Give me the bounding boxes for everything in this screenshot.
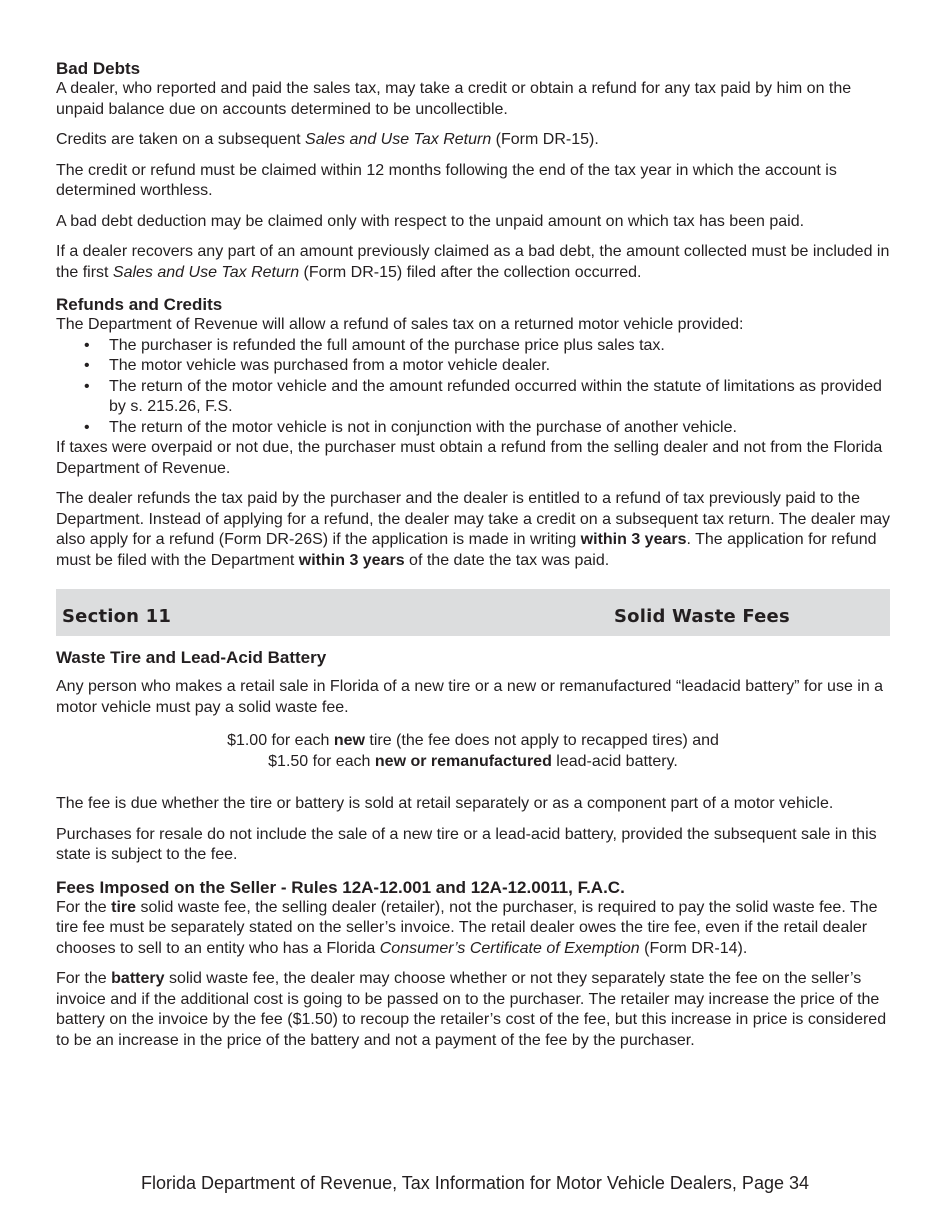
bad-debts-p4: A bad debt deduction may be claimed only with respect to the unpaid amount on which tax has been paid. [56,212,805,230]
refunds-intro: The Department of Revenue will allow a refund of sales tax on a returned motor vehicle provided: [56,316,744,333]
page-footer: Florida Department of Revenue, Tax Information for Motor Vehicle Dealers, Page 34 [140,1173,809,1193]
bad-debts-p3: The credit or refund must be claimed within 12 months following the end of the tax year in which the account is determined worthless. [56,161,837,199]
bad-debts-heading: Bad Debts [56,59,141,78]
page-content [56,58,890,1051]
bad-debts-p1: A dealer, who reported and paid the sales tax, may take a credit or obtain a refund for any tax paid by him on the unpaid balance due on accounts determined to be uncollectible. [56,80,852,118]
tire-fee-line: $1.00 for each new tire (the fee does not apply to recapped tires) and [227,732,719,749]
waste-p2: The fee is due whether the tire or battery is sold at retail separately or as a component part of a motor vehicle. [56,795,834,812]
seller-p1: For the tire solid waste fee, the selling dealer (retailer), not the purchaser, is required to pay the solid waste fee. The tire fee must be separately stated on the seller’s invoice. The retail dealer owes the tire fee, even if the retail dealer chooses to sell to an entity who has a Florida Consumer’s Certificate of Exemption (Form DR-14). [56,898,878,957]
list-item: • The return of the motor vehicle and the amount refunded occurred within the statute of limitations as provided by s. 215.26, F.S. [84,377,890,418]
refunds-p2: The dealer refunds the tax paid by the purchaser and the dealer is entitled to a refund of tax previously paid to the Department. Instead of applying for a refund, the dealer may take a credit on a subsequent tax return. The dealer may also apply for a refund (Form DR-26S) if the application is made in writing within 3 years. The application for refund must be filed with the Department within 3 years of the date the tax was paid. [56,490,890,569]
bad-debts-p2: Credits are taken on a subsequent Sales and Use Tax Return (Form DR-15). [56,131,599,148]
waste-heading: Waste Tire and Lead-Acid Battery [56,648,327,667]
battery-fee-line: $1.50 for each new or remanufactured lead-acid battery. [268,752,678,770]
seller-heading: Fees Imposed on the Seller - Rules 12A-12.001 and 12A-12.0011, F.A.C. [56,877,625,897]
section-number: Section 11 [62,606,172,627]
list-item: • The return of the motor vehicle is not in conjunction with the purchase of another vehicle. [84,418,890,439]
list-item: • The purchaser is refunded the full amount of the purchase price plus sales tax. [84,336,890,357]
refunds-heading: Refunds and Credits [56,295,223,314]
section-header-bar [56,589,890,636]
refund-conditions-list [56,336,890,439]
waste-p3: Purchases for resale do not include the sale of a new tire or a lead-acid battery, provided the subsequent sale in this state is subject to the fee. [56,825,877,863]
section-title: Solid Waste Fees [614,606,790,627]
bad-debts-p5: If a dealer recovers any part of an amount previously claimed as a bad debt, the amount collected must be included in the first Sales and Use Tax Return (Form DR-15) filed after the collection occurred. [56,243,890,281]
seller-p2: For the battery solid waste fee, the dealer may choose whether or not they separately state the fee on the seller’s invoice and if the additional cost is going to be passed on to the purchaser. The retailer may increase the price of the battery on the invoice by the fee ($1.50) to recoup the retailer’s cost of the fee, but this increase in price is considered to be an increase in the price of the battery and not a payment of the fee by the purchaser. [56,970,887,1049]
list-item: • The motor vehicle was purchased from a motor vehicle dealer. [84,356,890,377]
waste-p1: Any person who makes a retail sale in Florida of a new tire or a new or remanufactured “leadacid battery” for use in a motor vehicle must pay a solid waste fee. [56,678,884,716]
refunds-p1: If taxes were overpaid or not due, the purchaser must obtain a refund from the selling dealer and not from the Florida Department of Revenue. [56,439,883,477]
